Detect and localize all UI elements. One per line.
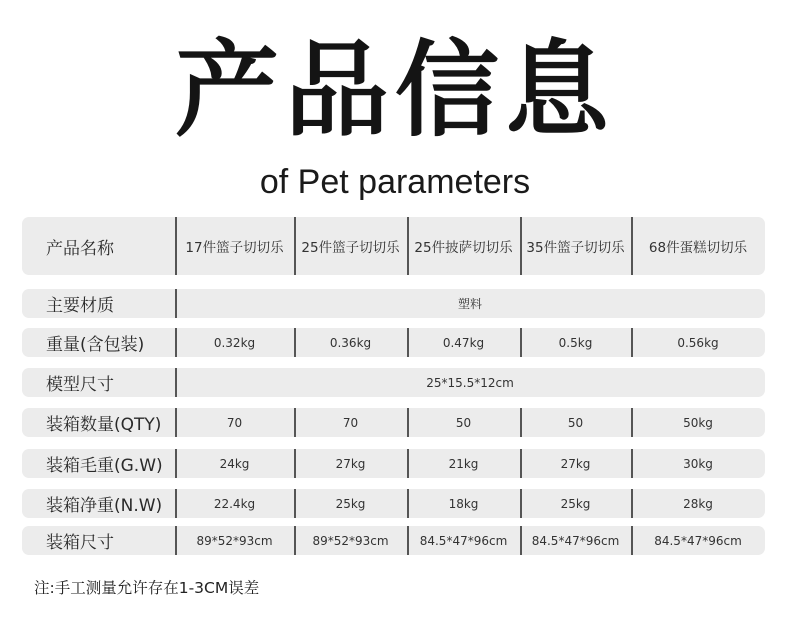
table-row-box-size	[22, 526, 765, 555]
row-value: 25*15.5*12cm	[426, 375, 514, 390]
page-subtitle: of Pet parameters	[259, 163, 531, 201]
row-label: 装箱净重(N.W)	[46, 496, 163, 516]
header-col-5: 68件蛋糕切切乐	[648, 240, 748, 256]
table-header-row	[22, 217, 765, 275]
header-col-2: 25件篮子切切乐	[301, 240, 400, 256]
header-label: 产品名称	[46, 238, 114, 259]
row-value: 18kg	[448, 496, 479, 511]
row-value: 50	[455, 415, 472, 430]
table-row-gross-weight	[22, 449, 765, 478]
row-value: 21kg	[448, 456, 479, 471]
row-label: 主要材质	[46, 296, 114, 316]
row-value: 27kg	[560, 456, 591, 471]
row-value: 30kg	[683, 456, 713, 471]
header-col-3: 25件披萨切切乐	[414, 240, 513, 256]
row-label: 模型尺寸	[46, 375, 114, 395]
table-row-model-size	[22, 368, 765, 397]
table-row-weight	[22, 328, 765, 357]
row-value: 89*52*93cm	[312, 533, 389, 548]
row-value: 50	[567, 415, 584, 430]
row-value: 28kg	[683, 496, 713, 511]
row-value: 70	[226, 415, 243, 430]
row-value: 0.5kg	[558, 335, 593, 350]
row-label: 装箱尺寸	[46, 533, 114, 553]
row-value: 89*52*93cm	[196, 533, 273, 548]
row-value: 25kg	[560, 496, 591, 511]
row-value: 84.5*47*96cm	[419, 533, 508, 548]
row-value: 0.56kg	[677, 335, 719, 350]
row-value: 25kg	[335, 496, 366, 511]
row-value: 0.36kg	[329, 335, 372, 350]
row-value: 0.32kg	[213, 335, 256, 350]
header-col-1: 17件篮子切切乐	[185, 240, 284, 256]
row-value: 22.4kg	[213, 496, 256, 511]
row-label: 重量(含包装)	[46, 335, 145, 355]
row-value: 84.5*47*96cm	[531, 533, 620, 548]
row-value: 24kg	[219, 456, 250, 471]
table-row-net-weight	[22, 489, 765, 518]
row-value: 0.47kg	[442, 335, 485, 350]
row-value: 70	[342, 415, 359, 430]
table-row-material	[22, 289, 765, 318]
measurement-note: 注:手工测量允许存在1-3CM误差	[34, 579, 260, 597]
page-title: 产品信息	[174, 29, 615, 151]
row-value: 50kg	[683, 415, 713, 430]
table-row-qty	[22, 408, 765, 437]
row-label: 装箱毛重(G.W)	[46, 456, 163, 476]
header-col-4: 35件篮子切切乐	[526, 240, 625, 256]
row-value: 27kg	[335, 456, 366, 471]
row-value: 塑料	[457, 297, 482, 311]
row-value: 84.5*47*96cm	[654, 533, 742, 548]
row-label: 装箱数量(QTY)	[46, 415, 162, 435]
